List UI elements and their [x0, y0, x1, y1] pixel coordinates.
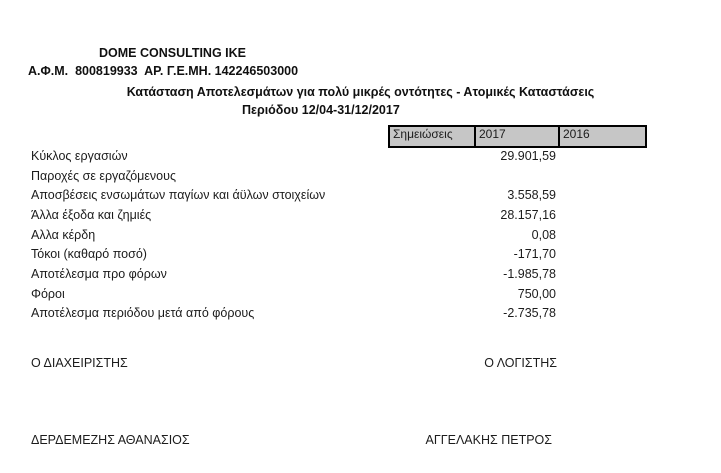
table-header-row	[388, 125, 647, 148]
tax-registration-line: Α.Φ.Μ. 800819933 ΑΡ. Γ.Ε.ΜΗ. 142246503000	[28, 64, 299, 78]
row-label: Άλλα έξοδα και ζημιές	[31, 207, 152, 222]
row-value-2017: 28.157,16	[500, 207, 556, 222]
statement-rows	[31, 146, 556, 323]
year-2017-column-header: 2017	[474, 127, 558, 146]
table-row-other-gains	[31, 225, 556, 245]
row-value-2017: -171,70	[513, 247, 556, 262]
year-2016-column-header: 2016	[558, 127, 645, 146]
table-row-interest	[31, 244, 556, 264]
notes-column-header: Σημειώσεις	[390, 127, 474, 146]
row-label: Φόροι	[31, 286, 65, 301]
period-title: Περιόδου 12/04-31/12/2017	[242, 103, 400, 117]
manager-name: ΔΕΡΔΕΜΕΖΗΣ ΑΘΑΝΑΣΙΟΣ	[31, 433, 190, 447]
table-row-result-after-tax	[31, 304, 556, 324]
manager-role-label: Ο ΔΙΑΧΕΙΡΙΣΤΗΣ	[31, 356, 128, 370]
company-name: DOME CONSULTING IKE	[99, 46, 246, 60]
row-label: Παροχές σε εργαζόμενους	[31, 168, 176, 183]
row-value-2017: 3.558,59	[507, 188, 556, 203]
accountant-role-label: Ο ΛΟΓΙΣΤΗΣ	[484, 356, 557, 370]
row-value-2017: 750,00	[517, 286, 556, 301]
row-value-2017: 0,08	[531, 227, 556, 242]
row-label: Αποτέλεσμα περιόδου μετά από φόρους	[31, 306, 255, 321]
table-row-result-before-tax	[31, 264, 556, 284]
row-label: Αποτέλεσμα προ φόρων	[31, 266, 167, 281]
accountant-name: ΑΓΓΕΛΑΚΗΣ ΠΕΤΡΟΣ	[425, 433, 552, 447]
table-row-other-expenses	[31, 205, 556, 225]
row-value-2017: 29.901,59	[500, 148, 556, 163]
statement-title: Κατάσταση Αποτελεσμάτων για πολύ μικρές οντότητες - Ατομικές Καταστάσεις	[126, 85, 595, 99]
row-label: Κύκλος εργασιών	[31, 148, 128, 163]
table-row-depreciation	[31, 185, 556, 205]
row-value-2017: -2.735,78	[503, 306, 556, 321]
table-row-taxes	[31, 284, 556, 304]
table-row-employee-benefits	[31, 166, 556, 186]
row-label: Αποσβέσεις ενσωμάτων παγίων και άϋλων στοιχείων	[31, 188, 326, 203]
row-label: Τόκοι (καθαρό ποσό)	[31, 247, 147, 262]
row-label: Αλλα κέρδη	[31, 227, 96, 242]
row-value-2017: -1.985,78	[503, 266, 556, 281]
table-row-turnover	[31, 146, 556, 166]
